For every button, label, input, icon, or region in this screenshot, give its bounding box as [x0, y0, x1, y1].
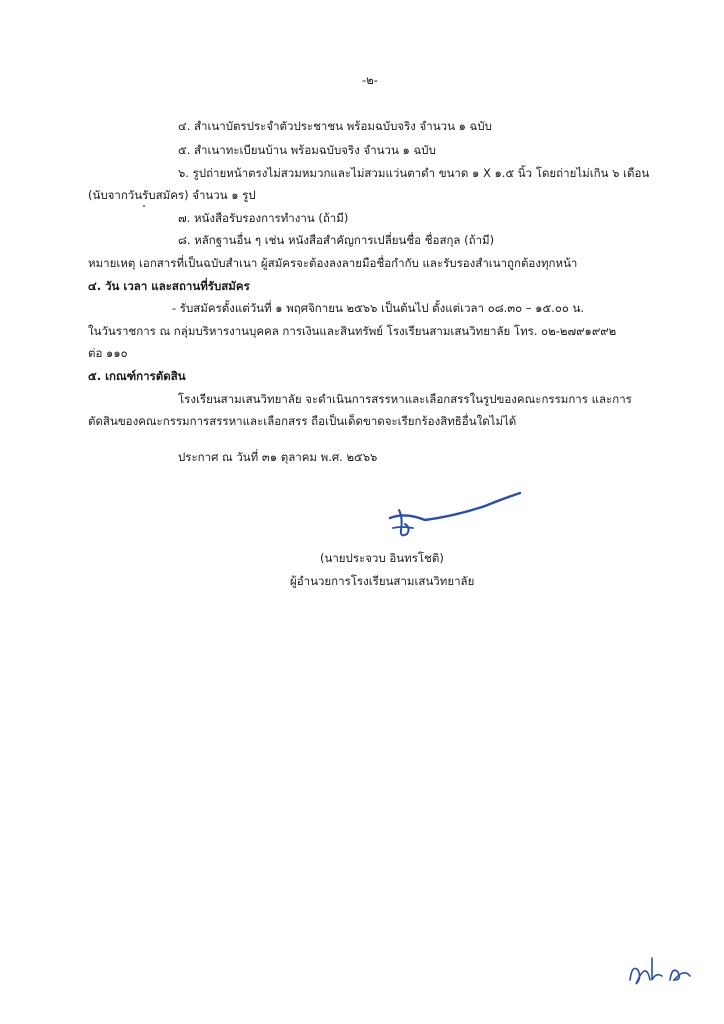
section4-line-1: - รับสมัครตั้งแต่วันที่ ๑ พฤศจิกายน ๒๕๖๖ เป็นต้นไป ตั้งแต่เวลา ๐๘.๓๐ – ๑๕.๐๐ น. [172, 301, 585, 315]
document-item-6: ๖. รูปถ่ายหน้าตรงไม่สวมหมวกและไม่สวมแว่นตาดำ ขนาด ๑ X ๑.๕ นิ้ว โดยถ่ายไม่เกิน ๖ เดือน [178, 166, 650, 180]
announce-date: ประกาศ ณ วันที่ ๓๑ ตุลาคม พ.ศ. ๒๕๖๖ [178, 450, 378, 464]
remark-text: หมายเหตุ เอกสารที่เป็นฉบับสำเนา ผู้สมัครจะต้องลงลายมือชื่อกำกับ และรับรองสำเนาถูกต้องทุกหน้า [88, 256, 578, 270]
stray-dot [143, 205, 145, 207]
section5-heading: ๕. เกณฑ์การตัดสิน [88, 369, 186, 383]
section4-line-3: ต่อ ๑๑๐ [88, 346, 128, 360]
signature-image [385, 488, 525, 551]
document-item-6-cont: (นับจากวันรับสมัคร) จำนวน ๑ รูป [88, 188, 256, 202]
page-number: -๒- [362, 73, 378, 87]
section4-line-2: ในวันราชการ ณ กลุ่มบริหารงานบุคคล การเงินและสินทรัพย์ โรงเรียนสามเสนวิทยาลัย โทร. ๐๒-๒๗๙๑๙๙๒ [88, 324, 617, 338]
section4-heading: ๔. วัน เวลา และสถานที่รับสมัคร [88, 279, 250, 293]
document-item-5: ๕. สำเนาทะเบียนบ้าน พร้อมฉบับจริง จำนวน ๑ ฉบับ [178, 143, 436, 157]
section5-line-2: ตัดสินของคณะกรรมการสรรหาและเลือกสรร ถือเป็นเด็ดขาดจะเรียกร้องสิทธิอื่นใดไม่ได้ [88, 414, 517, 428]
signer-name: (นายประจวบ อินทรโชติ) [320, 551, 444, 565]
document-item-4: ๔. สำเนาบัตรประจำตัวประชาชน พร้อมฉบับจริง จำนวน ๑ ฉบับ [178, 119, 492, 133]
document-item-8: ๘. หลักฐานอื่น ๆ เช่น หนังสือสำคัญการเปลี่ยนชื่อ ชื่อสกุล (ถ้ามี) [178, 233, 495, 247]
initials-scribble [626, 950, 696, 993]
section5-line-1: โรงเรียนสามเสนวิทยาลัย จะดำเนินการสรรหาและเลือกสรรในรูปของคณะกรรมการ และการ [178, 392, 632, 406]
signer-title: ผู้อำนวยการโรงเรียนสามเสนวิทยาลัย [290, 574, 475, 588]
document-item-7: ๗. หนังสือรับรองการทำงาน (ถ้ามี) [178, 211, 349, 225]
